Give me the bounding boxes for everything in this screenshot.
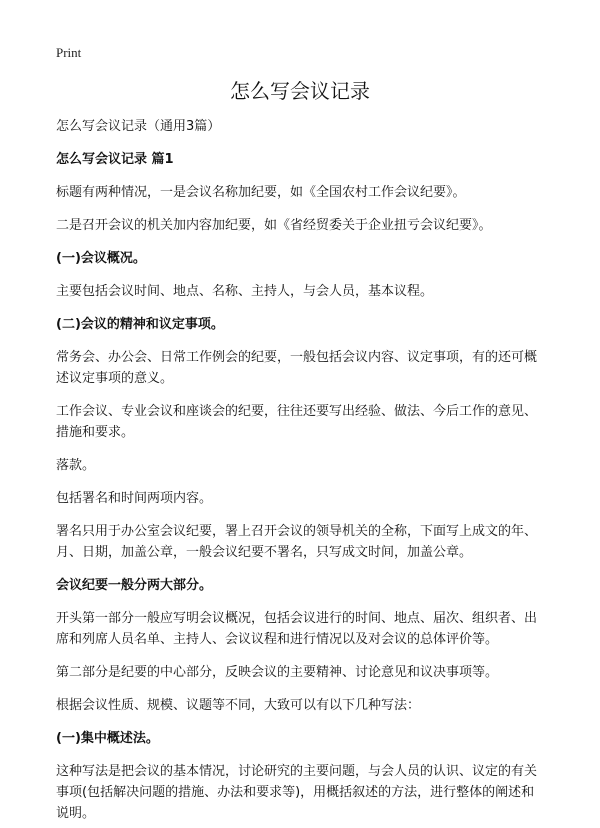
section-heading: (一)会议概况。 <box>56 251 146 266</box>
paragraph: 包括署名和时间两项内容。 <box>56 491 213 506</box>
document-title: 怎么写会议记录 <box>230 79 370 103</box>
paragraph: 这种写法是把会议的基本情况，讨论研究的主要问题，与会人员的认识、议定的有关事项(包括解决问题的措施、办法和要求等)，用概括叙述的方法，进行整体的阐述和说明。 <box>56 764 538 821</box>
paragraph: 二是召开会议的机关加内容加纪要，如《省经贸委关于企业扭亏会议纪要》。 <box>56 218 492 233</box>
paragraph: 根据会议性质、规模、议题等不同，大致可以有以下几种写法： <box>56 698 421 713</box>
section-heading: (二)会议的精神和议定事项。 <box>56 317 224 332</box>
document-body <box>56 149 544 824</box>
section-heading: 会议纪要一般分两大部分。 <box>56 578 213 593</box>
section-heading: (一)集中概述法。 <box>56 731 159 746</box>
paragraph: 标题有两种情况，一是会议名称加纪要，如《全国农村工作会议纪要》。 <box>56 185 466 200</box>
print-link[interactable]: Print <box>56 45 82 60</box>
paragraph: 署名只用于办公室会议纪要，署上召开会议的领导机关的全称，下面写上成文的年、月、日期，加盖公章，一般会议纪要不署名，只写成文时间，加盖公章。 <box>56 524 538 560</box>
paragraph: 主要包括会议时间、地点、名称、主持人，与会人员，基本议程。 <box>56 284 434 299</box>
paragraph: 第二部分是纪要的中心部分，反映会议的主要精神、讨论意见和议决事项等。 <box>56 665 499 680</box>
paragraph: 工作会议、专业会议和座谈会的纪要，往往还要写出经验、做法、今后工作的意见、措施和要求。 <box>56 404 538 440</box>
paragraph: 常务会、办公会、日常工作例会的纪要，一般包括会议内容、议定事项，有的还可概述议定事项的意义。 <box>56 350 538 386</box>
paragraph: 开头第一部分一般应写明会议概况，包括会议进行的时间、地点、届次、组织者、出席和列席人员名单、主持人、会议议程和进行情况以及对会议的总体评价等。 <box>56 611 538 647</box>
paragraph: 落款。 <box>56 458 96 473</box>
section-heading: 怎么写会议记录 篇1 <box>56 152 174 167</box>
document-subtitle: 怎么写会议记录（通用3篇） <box>56 119 221 134</box>
